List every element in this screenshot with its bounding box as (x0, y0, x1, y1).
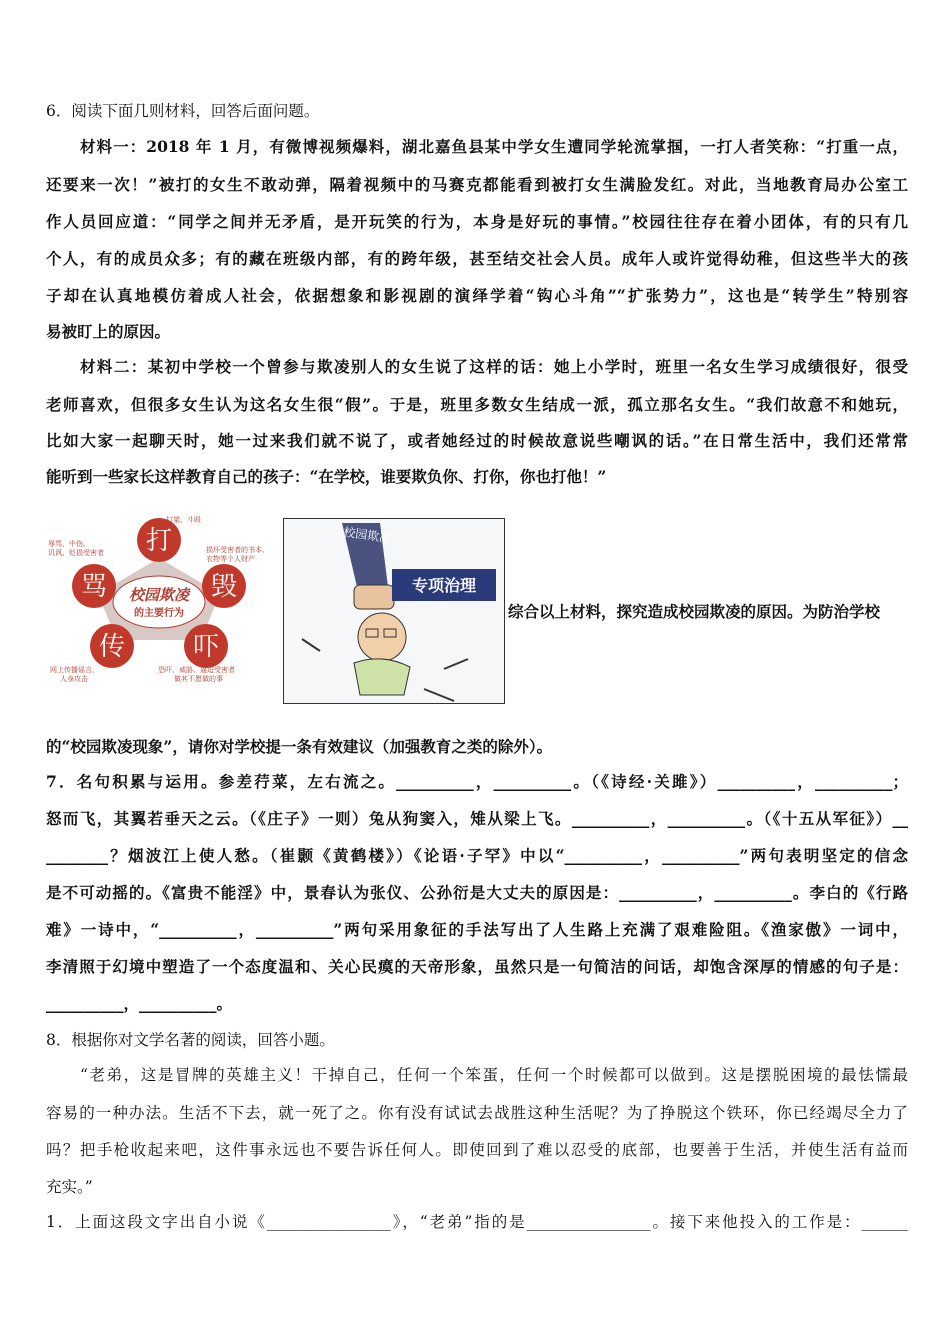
q6-material1-line: 易被盯上的原因。 (46, 322, 171, 341)
note-spread-1: 网上传播谣言， (50, 666, 99, 674)
badge-spread-char: 传 (98, 632, 126, 662)
boy-body (354, 659, 410, 695)
q8-passage-line: 容易的一种办法。生活不下去，就一死了之。你有没有试试去战胜这种生活呢？为了挣脱这个铁环，你已经竭尽全力了 (46, 1104, 908, 1122)
q6-material1-line: 作人员回应道：“同学之间并无矛盾，是开玩笑的行为，本身是好玩的事情。”校园往往存在着小团体，有的只有几 (46, 212, 908, 231)
note-hit: 打架、斗殴 (166, 516, 201, 524)
q6-material1-line: 个人，有的成员众多；有的藏在班级内部，有的跨年级，甚至结交社会人员。成年人或许觉得幼稚，但这些半大的孩 (46, 249, 908, 268)
q6-heading: 6．阅读下面几则材料，回答后面问题。 (46, 102, 320, 120)
q8-subquestion-1: 1．上面这段文字出自小说《________________》，“老弟”指的是________________。接下来他投入的工作是：______ (46, 1213, 908, 1231)
q7-line: 怒而飞，其翼若垂天之云。（《庄子》一则）兔从狗窦入，雉从梁上飞。__________，__________。（《十五从军征》）__ (46, 809, 908, 828)
q6-material2-line: 材料二：某初中学校一个曾参与欺凌别人的女生说了这样的话：她上小学时，班里一名女生学习成绩很好，很受 (80, 357, 908, 376)
badge-curse-char: 骂 (80, 572, 108, 602)
fist-shape (354, 585, 394, 609)
q6-material1-line: 子却在认真地模仿着成人社会，依据想象和影视剧的演绎学着“钩心斗角”“扩张势力”，这也是“转学生”特别容 (46, 286, 908, 305)
q7-line: ________？烟波江上使人愁。（崔颢《黄鹤楼》）《论语·子罕》中以“__________，__________”两句表明坚定的信念 (46, 846, 908, 865)
q7-line: 李清照于幻境中塑造了一个态度温和、关心民瘼的天帝形象，虽然只是一句简洁的问话，却饱含深厚的情感的句子是： (46, 957, 908, 976)
q6-task-continued: 的“校园欺凌现象”，请你对学校提一条有效建议（加强教育之类的除外）。 (46, 737, 553, 756)
sign-text: 专项治理 (411, 576, 477, 595)
badge-hit-char: 打 (145, 526, 173, 556)
note-curse-1: 辱骂、中伤、 (48, 540, 90, 548)
note-spread-2: 人身攻击 (60, 675, 88, 682)
q7-line: __________，__________。 (46, 994, 233, 1013)
badge-destroy-char: 毁 (210, 572, 238, 602)
q8-passage-line: 充实。” (46, 1178, 93, 1196)
note-destroy-2: 衣物等个人财产 (206, 555, 255, 563)
bullying-behaviors-diagram (46, 516, 272, 682)
q6-material2-line: 老师喜欢，但很多女生认为这名女生很“假”。于是，班里多数女生结成一派，孤立那名女生。“我们故意不和她玩， (46, 395, 908, 414)
q6-task: 综合以上材料，探究造成校园欺凌的原因。为防治学校 (508, 602, 881, 621)
anti-bullying-cartoon (283, 518, 505, 704)
note-threaten-1: 恐吓、威胁、逼迫受害者 (158, 666, 235, 674)
boy-head (358, 613, 406, 661)
q6-material2-line: 比如大家一起聊天时，她一过来我们就不说了，或者她经过的时候故意说些嘲讽的话。”在日常生活中，我们还常常 (46, 431, 908, 450)
q6-material1-line: 还要来一次！”被打的女生不敢动弹，隔着视频中的马赛克都能看到被打女生满脸发红。对此，当地教育局办公室工 (46, 175, 908, 194)
note-threaten-2: 做其不愿做的事 (174, 675, 223, 682)
q7-line: 7．名句积累与运用。参差荇菜，左右流之。__________，__________。（《诗经·关雎》）__________，__________； (46, 772, 908, 791)
q8-heading: 8．根据你对文学名著的阅读，回答小题。 (46, 1031, 335, 1049)
cartoon-svg (284, 519, 505, 704)
badge-threaten-char: 吓 (192, 632, 220, 662)
q8-passage-line: 吗？把手枪收起来吧，这件事永远也不要告诉任何人。即使回到了难以忍受的底部，也要善于生活，并使生活有益而 (46, 1141, 908, 1159)
q7-line: 是不可动摇的。《富贵不能淫》中，景春认为张仪、公孙衍是大丈夫的原因是：__________，__________。李白的《行路 (46, 883, 908, 902)
q6-material2-line: 能听到一些家长这样教育自己的孩子：“在学校，谁要欺负你、打你，你也打他！” (46, 467, 607, 486)
arm-label: 校园欺凌 (342, 524, 393, 546)
q7-line: 难》一诗中，“__________，__________”两句采用象征的手法写出了人生路上充满了艰难险阻。《渔家傲》一词中， (46, 920, 908, 939)
bullying-behaviors-svg (46, 516, 272, 682)
note-destroy-1: 损坏受害者的书本、 (206, 546, 269, 554)
center-subtitle: 的主要行为 (134, 608, 184, 619)
q6-material1-line: 材料一：2018 年 1 月，有微博视频爆料，湖北嘉鱼县某中学女生遭同学轮流掌掴，一打人者笑称：“打重一点， (80, 137, 908, 156)
note-curse-2: 讥讽、贬损受害者 (48, 549, 104, 557)
q8-passage-line: “老弟，这是冒牌的英雄主义！干掉自己，任何一个笨蛋，任何一个时候都可以做到。这是摆脱困境的最怯懦最 (80, 1066, 908, 1084)
center-title: 校园欺凌 (128, 586, 190, 604)
